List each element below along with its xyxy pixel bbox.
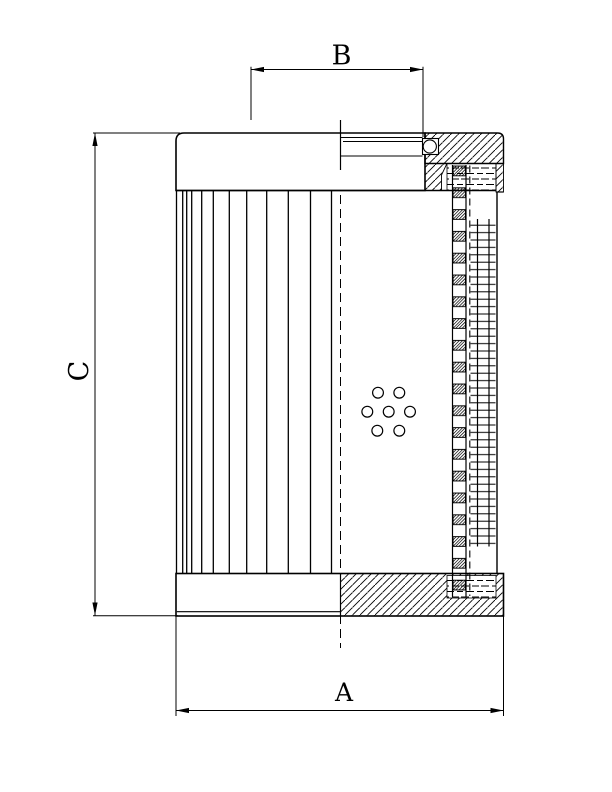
- wire-mesh-section: [471, 192, 498, 574]
- o-ring: [423, 139, 439, 155]
- dimension-c-label: C: [64, 360, 95, 382]
- dimension-b-label: B: [331, 40, 352, 72]
- dimension-a-label: A: [334, 678, 354, 707]
